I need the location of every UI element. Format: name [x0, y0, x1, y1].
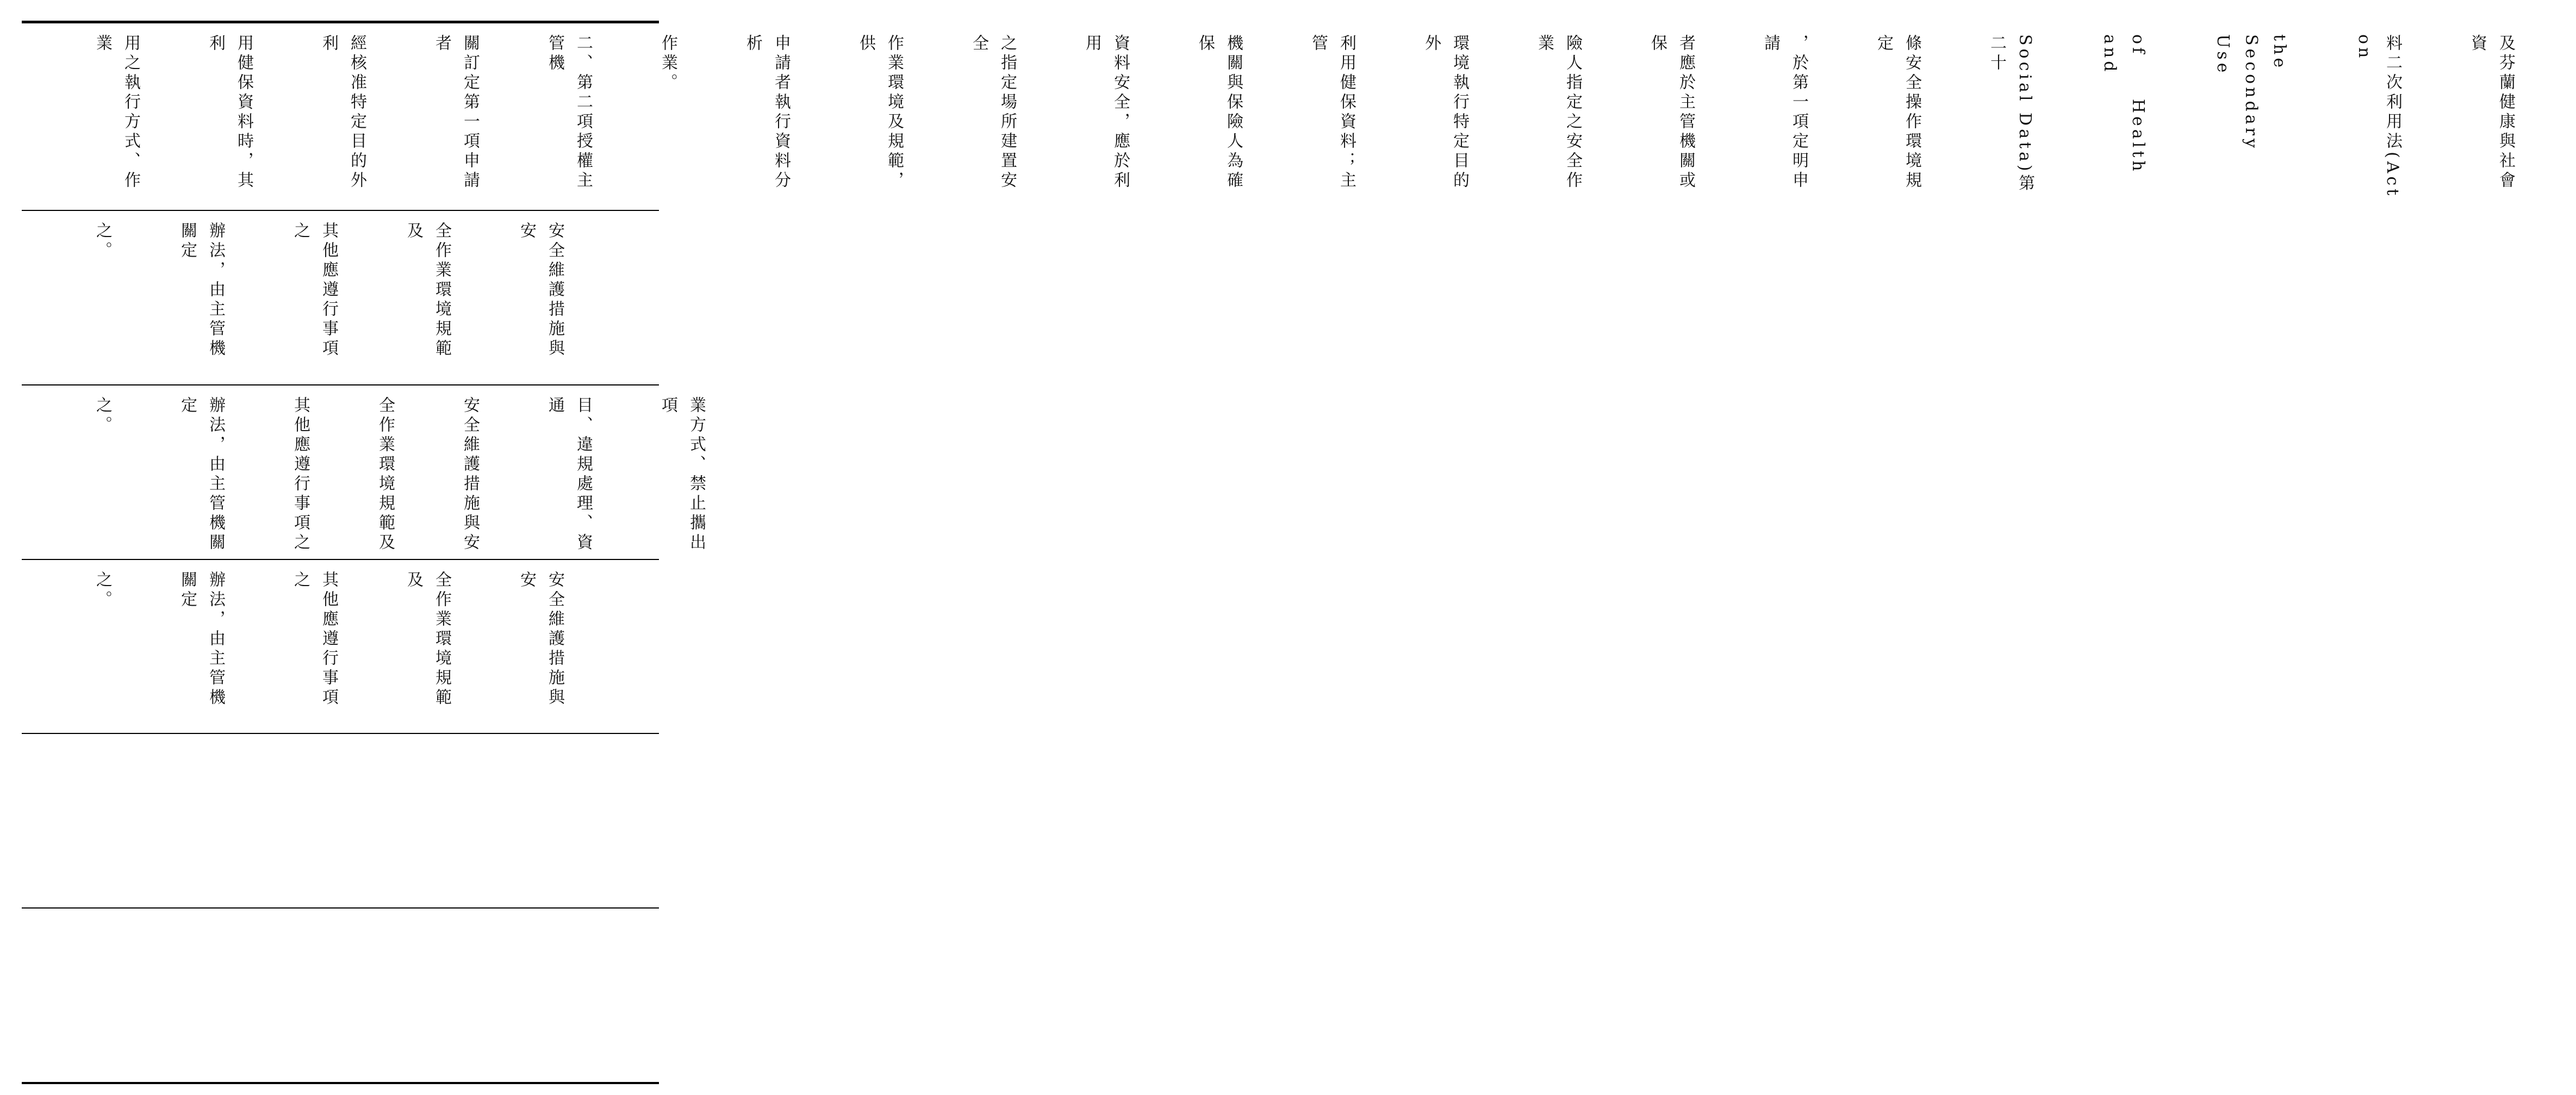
table-row — [22, 385, 706, 559]
text-line: 安全維護措施與安 — [517, 571, 564, 708]
table-row-empty — [22, 734, 659, 907]
text-line: 經核准特定目的外利 — [319, 34, 366, 191]
text-line: 二、第二項授權主管機 — [545, 34, 593, 191]
text-line: 資料安全，應於利用 — [1082, 34, 1130, 191]
text-line: 用之執行方式、作業 — [93, 34, 140, 191]
table-row — [22, 211, 659, 384]
text-line: 機關與保險人為確保 — [1196, 34, 1243, 191]
text-line: 安全維護措施與安 — [517, 222, 564, 359]
table-bottom-border — [22, 1082, 659, 1084]
text-line: 目、違規處理、資通 — [545, 396, 593, 553]
text-line: 者應於主管機關或保 — [1648, 34, 1695, 191]
text-line: Social Data)第二十 — [1987, 34, 2034, 194]
text-line: 全作業環境規範及 — [404, 571, 451, 708]
table-row — [22, 23, 2515, 217]
text-line: 之指定場所建置安全 — [969, 34, 1017, 191]
text-line: of Health and — [2100, 34, 2148, 217]
text-line: 全作業環境規範及 — [376, 396, 395, 553]
text-line: 用健保資料時，其利 — [206, 34, 253, 191]
text-line: 作業。 — [658, 34, 677, 93]
text-line: 關訂定第一項申請者 — [432, 34, 480, 191]
text-line: 料二次利用法(Act on — [2355, 34, 2402, 207]
cell-text — [32, 571, 625, 723]
text-line: 之。 — [93, 396, 112, 435]
text-line: 辦法，由主管機關定 — [178, 571, 225, 708]
text-line: 險人指定之安全作業 — [1535, 34, 1582, 191]
text-line: 之。 — [93, 222, 112, 261]
table-row — [22, 560, 659, 733]
text-line: 作業環境及規範，供 — [856, 34, 904, 191]
text-line: 條安全操作環境規定 — [1874, 34, 1921, 191]
text-line: 辦法，由主管機關定 — [178, 222, 225, 359]
text-line: 利用健保資料；主管 — [1309, 34, 1356, 191]
text-line: 安全維護措施與安 — [461, 396, 480, 553]
text-line: 其他應遵行事項之 — [291, 222, 338, 359]
text-line: the Secondary Use — [2213, 34, 2289, 177]
text-line: 全作業環境規範及 — [404, 222, 451, 359]
text-line: 其他應遵行事項之 — [291, 396, 310, 553]
text-line: ，於第一項定明申請 — [1761, 34, 1808, 191]
table-row-empty — [22, 909, 659, 1082]
text-line: 業方式、禁止攜出項 — [658, 396, 706, 553]
text-line: 之。 — [93, 571, 112, 610]
text-line: 申請者執行資料分析 — [743, 34, 791, 191]
text-line: 辦法，由主管機關定 — [178, 396, 225, 553]
cell-text — [32, 222, 625, 374]
text-line: 及芬蘭健康與社會資 — [2468, 34, 2515, 191]
text-line: 其他應遵行事項之 — [291, 571, 338, 708]
cell-text — [32, 396, 767, 559]
text-line: 環境執行特定目的外 — [1422, 34, 1469, 191]
cell-text — [32, 34, 2576, 217]
